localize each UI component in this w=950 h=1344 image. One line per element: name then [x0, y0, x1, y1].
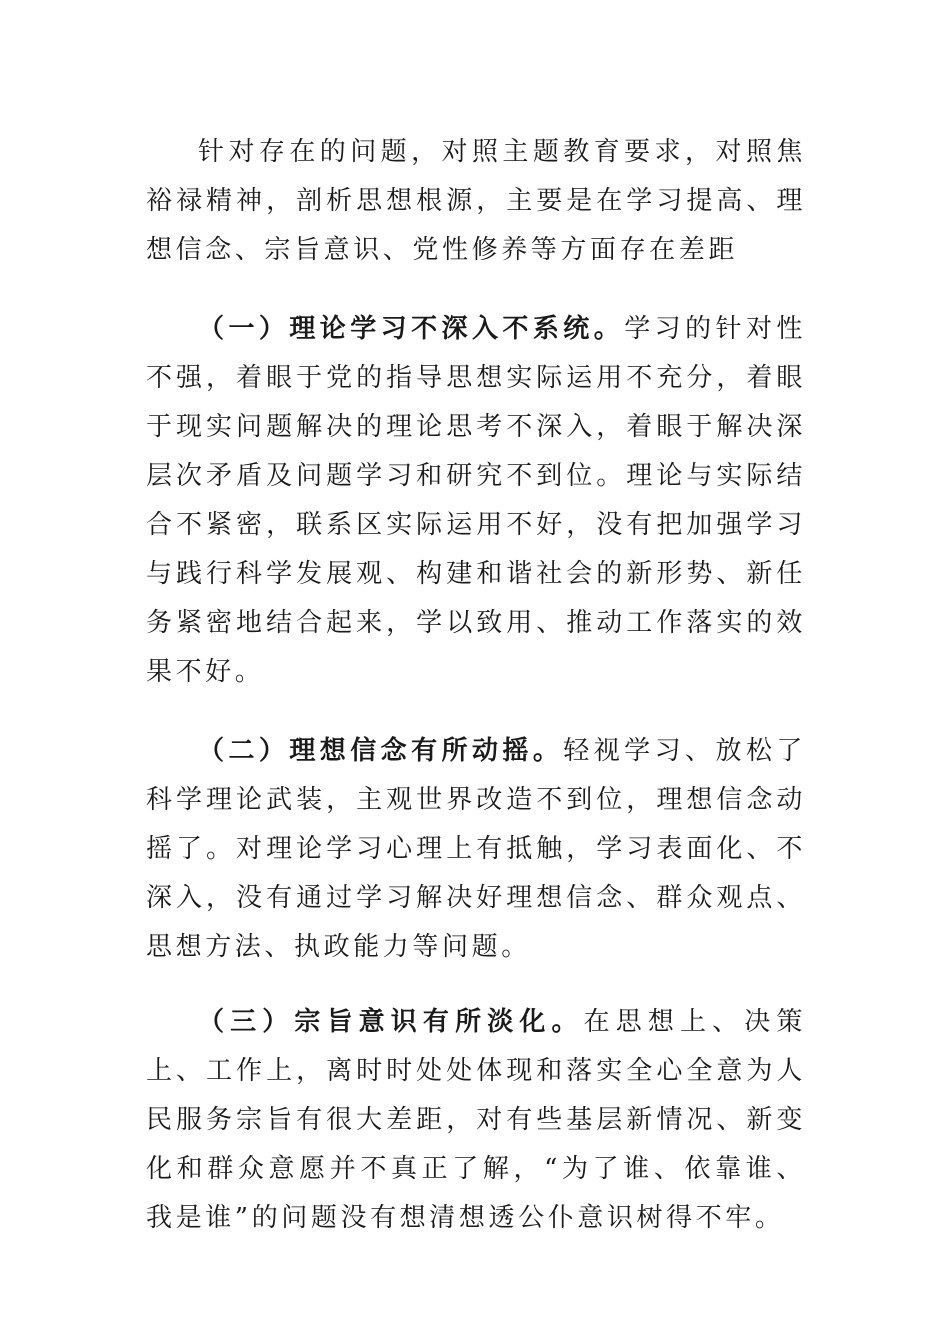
section-1-paragraph — [146, 305, 806, 697]
section-2-heading: （二）理想信念有所动摇。 — [198, 736, 564, 766]
section-1-body: 学习的针对性不强，着眼于党的指导思想实际运用不充分，着眼于现实问题解决的理论思考不深入，着眼于解决深层次矛盾及问题学习和研究不到位。理论与实际结合不紧密，联系区实际运用不好，没有把加强学习与践行科学发展观、构建和谐社会的新形势、新任务紧密地结合起来，学以致用、推动工作落实的效果不好。 — [146, 314, 806, 687]
intro-paragraph: 针对存在的问题，对照主题教育要求，对照焦裕禄精神，剖析思想根源，主要是在学习提高、理想信念、宗旨意识、党性修养等方面存在差距 — [146, 137, 806, 265]
paragraph-gap — [146, 697, 806, 727]
paragraph-gap — [146, 972, 806, 998]
section-3-paragraph — [146, 998, 806, 1243]
document-page — [146, 128, 806, 1243]
section-1-heading: （一）理论学习不深入不系统。 — [198, 314, 625, 344]
section-2-paragraph — [146, 727, 806, 972]
paragraph-gap — [146, 275, 806, 305]
section-3-body: 在思想上、决策上、工作上，离时时处处体现和落实全心全意为人民服务宗旨有很大差距，对有些基层新情况、新变化和群众意愿并不真正了解，“为了谁、依靠谁、我是谁”的问题没有想清想透公仆意识树得不牢。 — [146, 1007, 807, 1233]
section-2-body: 轻视学习、放松了科学理论武装，主观世界改造不到位，理想信念动摇了。对理论学习心理上有抵触，学习表面化、不深入，没有通过学习解决好理想信念、群众观点、思想方法、执政能力等问题。 — [146, 736, 806, 962]
section-3-heading: （三）宗旨意识有所淡化。 — [198, 1007, 584, 1037]
